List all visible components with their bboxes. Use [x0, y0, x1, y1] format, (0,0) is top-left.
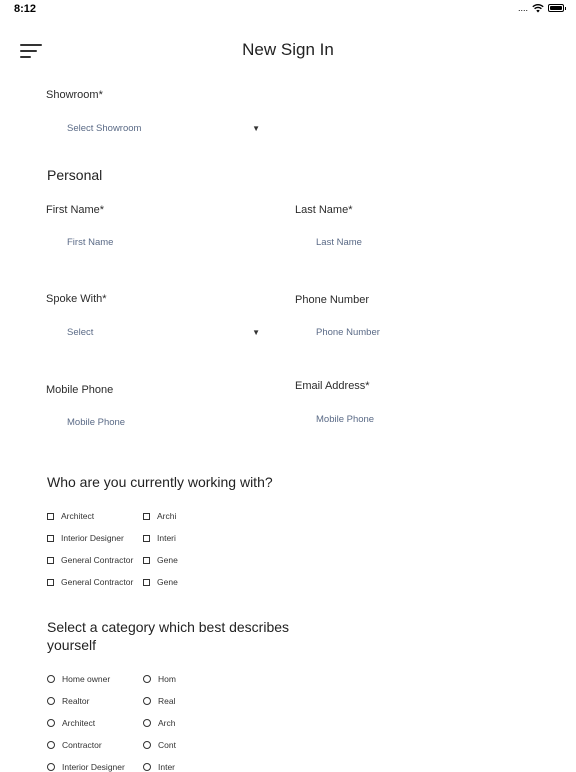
mobile-phone-field[interactable] [67, 413, 267, 431]
checkbox-icon [143, 557, 150, 564]
checkbox-general-contractor-2[interactable] [47, 577, 133, 587]
checkbox-icon [47, 579, 54, 586]
spoke-with-select[interactable] [67, 323, 260, 341]
email-address-placeholder: Mobile Phone [316, 413, 375, 425]
radio-icon [47, 741, 55, 749]
category-col2 [143, 671, 176, 772]
checkbox-icon [47, 557, 54, 564]
option-label: Contractor [62, 740, 102, 750]
option-label: Gene [157, 555, 178, 565]
radio-contractor-2[interactable] [143, 740, 176, 750]
radio-architect[interactable] [47, 718, 95, 728]
option-label: Hom [158, 674, 176, 684]
battery-icon [548, 4, 564, 12]
checkbox-icon [143, 513, 150, 520]
mobile-phone-label: Mobile Phone [46, 384, 114, 396]
option-label: Archi [157, 511, 177, 521]
mobile-phone-placeholder: Mobile Phone [67, 416, 126, 428]
option-label: General Contractor [61, 555, 134, 565]
radio-icon [143, 675, 151, 683]
signal-icon: .... [517, 3, 528, 13]
spoke-with-label: Spoke With* [46, 293, 107, 305]
option-label: Home owner [62, 674, 111, 684]
working-with-col2 [143, 508, 178, 592]
option-label: Gene [157, 577, 178, 587]
radio-icon [47, 719, 55, 727]
page-title: New Sign In [242, 40, 334, 59]
checkbox-general-4[interactable] [143, 577, 178, 587]
category-heading-line2: yourself [47, 637, 97, 653]
showroom-label: Showroom* [46, 89, 103, 101]
radio-realtor-2[interactable] [143, 696, 175, 706]
status-icons [518, 3, 564, 13]
showroom-select[interactable] [67, 119, 260, 137]
checkbox-interior-designer[interactable] [47, 533, 124, 543]
option-label: Architect [61, 511, 95, 521]
checkbox-icon [143, 579, 150, 586]
phone-number-field[interactable] [316, 323, 516, 341]
wifi-icon [532, 3, 544, 13]
checkbox-interior-2[interactable] [143, 533, 176, 543]
radio-contractor[interactable] [47, 740, 102, 750]
email-address-label: Email Address* [295, 380, 370, 392]
checkbox-general-contractor[interactable] [47, 555, 133, 565]
status-time: 8:12 [14, 3, 37, 15]
checkbox-architect[interactable] [47, 511, 94, 521]
option-label: Architect [62, 718, 96, 728]
option-label: Realtor [62, 696, 90, 706]
checkbox-icon [47, 513, 54, 520]
radio-icon [143, 763, 151, 771]
option-label: Arch [158, 718, 176, 728]
option-label: General Contractor [61, 577, 134, 587]
checkbox-general-3[interactable] [143, 555, 178, 565]
working-with-heading: Who are you currently working with? [47, 474, 273, 490]
option-label: Interi [157, 533, 176, 543]
option-label: Real [158, 696, 176, 706]
radio-realtor[interactable] [47, 696, 89, 706]
spoke-with-select-value: Select [67, 326, 94, 338]
option-label: Cont [158, 740, 176, 750]
checkbox-architect-2[interactable] [143, 511, 176, 521]
radio-icon [143, 697, 151, 705]
option-label: Interior Designer [61, 533, 124, 543]
last-name-placeholder: Last Name [316, 236, 362, 248]
phone-number-label: Phone Number [295, 294, 369, 306]
category-col1-overflow [47, 759, 147, 772]
chevron-down-icon: ▼ [252, 123, 260, 133]
checkbox-icon [143, 535, 150, 542]
showroom-select-value: Select Showroom [67, 122, 142, 134]
phone-number-placeholder: Phone Number [316, 326, 380, 338]
option-label: Interior Designer [62, 762, 125, 772]
first-name-placeholder: First Name [67, 236, 114, 248]
radio-icon [47, 675, 55, 683]
radio-interior-designer[interactable] [47, 762, 125, 772]
personal-heading: Personal [47, 167, 103, 183]
first-name-field[interactable] [67, 233, 267, 251]
radio-icon [47, 697, 55, 705]
last-name-field[interactable] [316, 233, 516, 251]
radio-architect-2[interactable] [143, 718, 175, 728]
radio-home-owner[interactable] [47, 674, 110, 684]
radio-icon [47, 763, 55, 771]
radio-icon [143, 719, 151, 727]
radio-interior-2[interactable] [143, 762, 175, 772]
radio-icon [143, 741, 151, 749]
email-address-field[interactable] [316, 410, 516, 428]
category-heading-line1: Select a category which best describes [47, 619, 290, 635]
radio-home-owner-2[interactable] [143, 674, 176, 684]
last-name-label: Last Name* [295, 204, 353, 216]
chevron-down-icon: ▼ [252, 327, 260, 337]
first-name-label: First Name* [46, 204, 105, 216]
option-label: Inter [158, 762, 176, 772]
checkbox-icon [47, 535, 54, 542]
